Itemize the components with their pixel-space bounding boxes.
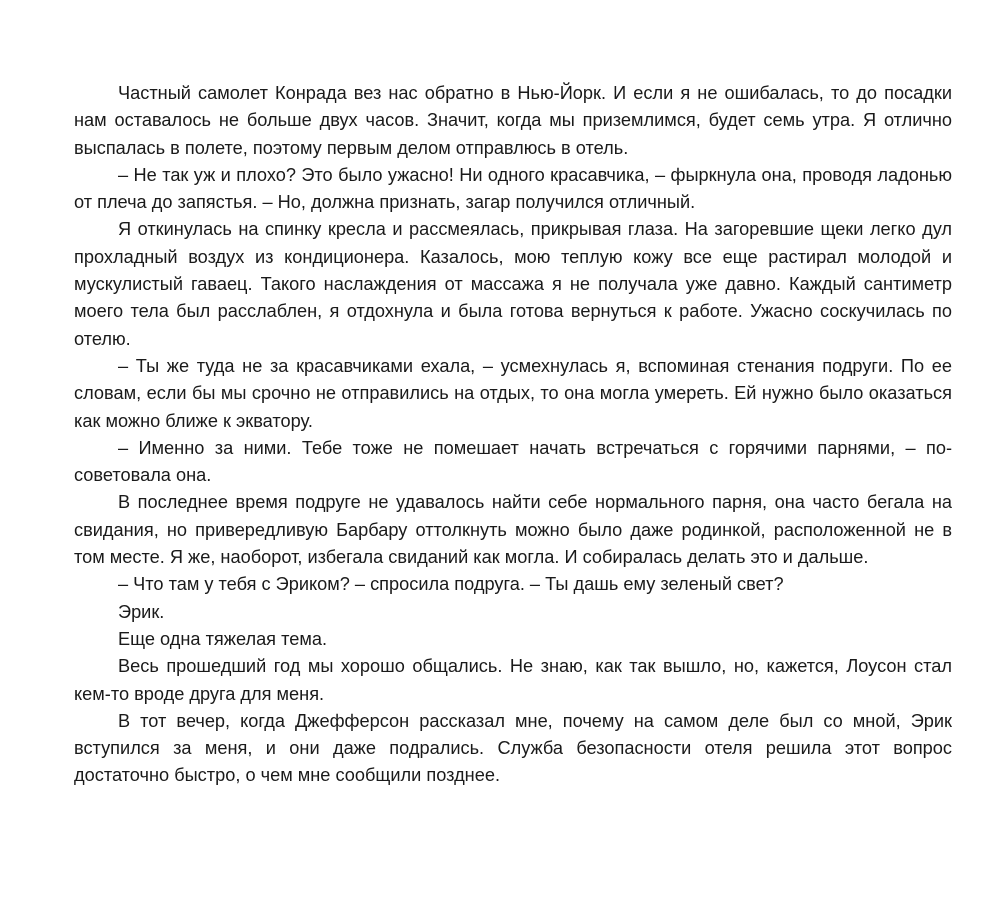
paragraph-5: – Именно за ними. Тебе тоже не помешает начать встречаться с горячими парнями, – посоветовала она. — [74, 437, 952, 486]
paragraph-8: Эрик. — [118, 601, 165, 622]
paragraph-4: – Ты же туда не за красавчиками ехала, – усмехнулась я, вспоминая стенания подруги. По ее словам, если бы мы срочно не отправились на отдых, то она могла умереть. Ей нужно было оказаться как можно ближе к экватору. — [74, 355, 952, 431]
paragraph-11: В тот вечер, когда Джефферсон рассказал мне, почему на самом деле был со мной, Эрик вступился за меня, и они даже подрались. Служба безопасности отеля решила этот вопрос достаточно быстро, о чем мне сообщили позднее. — [74, 710, 952, 786]
document-page — [74, 80, 952, 790]
paragraph-10: Весь прошедший год мы хорошо общались. Не знаю, как так вышло, но, кажется, Лоусон стал кем-то вроде друга для меня. — [74, 656, 952, 704]
paragraph-9: Еще одна тяжелая тема. — [118, 628, 327, 649]
paragraph-3: Я откинулась на спинку кресла и рассмеялась, прикрывая глаза. На загоревшие щеки легко дул прохладный воздух из кондиционера. Казалось, мою теплую кожу все еще растирал молодой и мускулистый гаваец. Такого наслаждения от массажа я не получала уже давно. Каждый сантиметр моего тела был расслаблен, я отдохнула и была готова вернуться к работе. Ужасно соскучилась по отелю. — [74, 219, 952, 349]
paragraph-6: В последнее время подруге не удавалось найти себе нормального парня, она часто бегала на свидания, но привередливую Барбару оттолкнуть можно было даже родинкой, расположенной не в том месте. Я же, наоборот, избегала свиданий как могла. И собиралась делать это и дальше. — [74, 492, 952, 568]
paragraph-7: – Что там у тебя с Эриком? – спросила подруга. – Ты дашь ему зеленый свет? — [118, 574, 784, 595]
paragraph-2: – Не так уж и плохо? Это было ужасно! Ни одного красавчика, – фыркнула она, проводя ладонью от плеча до запястья. – Но, должна признать, загар получился отличный. — [74, 164, 952, 213]
paragraph-1: Частный самолет Конрада вез нас обратно в Нью-Йорк. И если я не ошибалась, то до посадки нам оставалось не больше двух часов. Значит, когда мы приземлимся, будет семь утра. Я отлично выспалась в полете, поэтому первым делом отправлюсь в отель. — [74, 83, 952, 158]
